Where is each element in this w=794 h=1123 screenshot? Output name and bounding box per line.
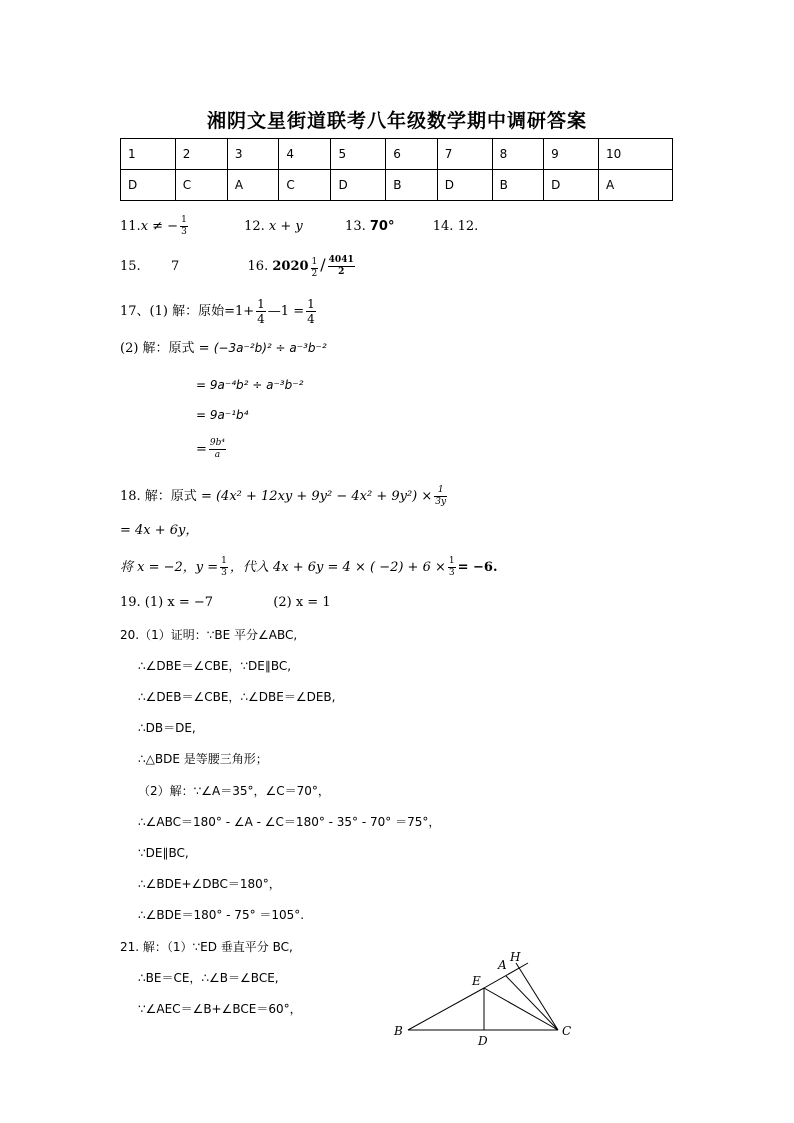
q15-value: 7 [170, 259, 180, 274]
q20-line: ∴∠ABC＝180° - ∠A - ∠C＝180° - 35° - 70° ＝75°， [138, 815, 441, 829]
q18-line-1 [120, 486, 449, 507]
q16-label: 16. [247, 259, 269, 274]
table-cell: A [598, 170, 672, 201]
table-row-numbers [121, 139, 673, 170]
q21-line: ∵∠AEC＝∠B+∠BCE＝60°， [138, 1002, 302, 1016]
q18-line3-a: 将 x = −2，y = [120, 560, 219, 575]
fraction-denominator: 3 [181, 227, 187, 237]
q15-label: 15. [120, 259, 141, 274]
q18-line-3 [120, 557, 498, 578]
table-cell: 3 [227, 139, 279, 170]
q20-line: （2）解：∵∠A＝35°，∠C＝70°， [138, 784, 330, 798]
label-h: H [510, 950, 521, 964]
fraction-denominator: 3 [221, 568, 227, 578]
fraction-denominator: 2 [311, 269, 318, 279]
table-cell: C [279, 170, 331, 201]
table-cell: 4 [279, 139, 331, 170]
q11-fraction [180, 216, 188, 237]
table-cell: 10 [598, 139, 672, 170]
table-cell: 7 [437, 139, 492, 170]
fraction-denominator: a [214, 450, 221, 460]
q17-fraction-2 [306, 298, 316, 325]
table-cell: 9 [544, 139, 599, 170]
fraction-numerator: 1 [434, 486, 447, 497]
q11-expr: x ≠ − [140, 219, 179, 234]
fraction-denominator: 2 [338, 267, 345, 277]
q16-base: 2020 [272, 259, 309, 274]
answer-line-11-14 [120, 216, 478, 237]
fraction-numerator: 1 [181, 215, 187, 225]
table-cell: D [544, 170, 599, 201]
table-cell: 1 [121, 139, 176, 170]
table-cell: 2 [175, 139, 227, 170]
label-d: D [478, 1034, 488, 1048]
q18-expr: (4x² + 12xy + 9y² − 4x² + 9y²) × [215, 489, 433, 504]
q19-line [120, 595, 331, 611]
fraction-numerator: 1 [221, 556, 227, 566]
q17-part1-prefix: 17、(1) 解：原始=1+ [120, 304, 255, 319]
table-cell: 5 [331, 139, 386, 170]
q13-value: 70° [369, 219, 395, 234]
segment-ac [506, 976, 558, 1030]
q18-line3-c: = −6. [457, 560, 498, 575]
fraction-numerator: 1 [448, 556, 455, 566]
q19-part2: (2) x = 1 [273, 595, 331, 610]
q14-label: 14. [432, 219, 454, 234]
q18-fraction [434, 486, 447, 507]
q11-label: 11. [120, 219, 141, 234]
answer-table [120, 138, 673, 201]
table-row-answers [121, 170, 673, 201]
q17-step-2: = 9a⁻¹b⁴ [196, 408, 249, 422]
q17-part1-mid: —1 = [267, 304, 305, 319]
table-cell: A [227, 170, 279, 201]
table-cell: D [437, 170, 492, 201]
fraction-denominator: 4 [257, 312, 265, 326]
table-cell: 6 [386, 139, 438, 170]
fraction-numerator: 1 [257, 297, 265, 311]
label-a: A [498, 958, 507, 972]
q12-label: 12. [244, 219, 265, 234]
page-title: 湘阴文星街道联考八年级数学期中调研答案 [206, 110, 587, 132]
fraction-denominator: 3 [448, 568, 455, 578]
q19-part1: 19. (1) x = −7 [120, 595, 214, 610]
label-b: B [394, 1024, 403, 1038]
q13-label: 13. [345, 219, 366, 234]
label-c: C [562, 1024, 572, 1038]
q20-line: ∴△BDE 是等腰三角形； [138, 752, 268, 766]
label-e: E [472, 974, 481, 988]
q16-fraction [328, 256, 355, 277]
q17-part1 [120, 298, 318, 325]
q17-step-1: = 9a⁻⁴b² ÷ a⁻³b⁻² [196, 378, 304, 392]
answer-line-15-16: 15. 7 16. 2020 $\frac{1}{2}$ / $\frac{4041}{2}$ [120, 255, 354, 279]
q20-line: ∴∠DBE＝∠CBE，∵DE∥BC, [138, 659, 292, 673]
fraction-numerator: 9b⁴ [209, 438, 226, 448]
q18-line-2: = 4x + 6y， [120, 523, 199, 538]
q20-line: ∴∠DEB＝∠CBE，∴∠DBE＝∠DEB, [138, 690, 336, 704]
q18-line3-fraction-2 [448, 557, 456, 578]
triangle-figure [388, 945, 588, 1050]
fraction-numerator: 1 [311, 257, 318, 267]
segment-ec [484, 988, 558, 1030]
q18-line3-b: ，代入 4x + 6y = 4 × ( −2) + 6 × [229, 560, 446, 575]
q12-expr: x + y [268, 219, 303, 234]
q21-line: ∴BE＝CE，∴∠B＝∠BCE, [138, 971, 279, 985]
fraction-denominator: 4 [307, 312, 315, 326]
q18-line3-fraction-1 [220, 557, 228, 578]
table-cell: 8 [492, 139, 544, 170]
q20-line: ∴∠BDE+∠DBC＝180°， [138, 877, 281, 891]
q17-step3-fraction [209, 439, 226, 460]
q21-line: 21. 解：（1）∵ED 垂直平分 BC, [120, 940, 293, 954]
fraction-numerator: 4041 [328, 255, 354, 265]
q20-line: ∵DE∥BC, [138, 846, 189, 860]
table-cell: D [121, 170, 176, 201]
q20-line: 20.（1）证明：∵BE 平分∠ABC, [120, 628, 298, 642]
segment-hc [516, 963, 558, 1030]
fraction-numerator: 1 [307, 297, 315, 311]
q17-step-3: = $\frac{\text{9b⁴}}{a}$ [196, 438, 226, 460]
table-cell: B [492, 170, 544, 201]
q20-line: ∴DB＝DE, [138, 721, 196, 735]
segment-be [408, 988, 484, 1030]
q14-value: 12. [457, 219, 479, 234]
table-cell: D [331, 170, 386, 201]
q18-prefix: 18. 解：原式 = [120, 489, 212, 504]
q17-part2-prefix: (2) 解：原式 = [120, 341, 210, 356]
q16-sub-fraction [311, 258, 319, 279]
table-cell: C [175, 170, 227, 201]
q17-part2 [120, 340, 327, 357]
table-cell: B [386, 170, 438, 201]
fraction-denominator: 3y [435, 497, 447, 507]
q20-line: ∴∠BDE＝180° - 75° ＝105°. [138, 908, 305, 922]
q17-part2-expr: (−3a⁻²b)² ÷ a⁻³b⁻² [213, 341, 327, 355]
q17-fraction-1 [256, 298, 266, 325]
